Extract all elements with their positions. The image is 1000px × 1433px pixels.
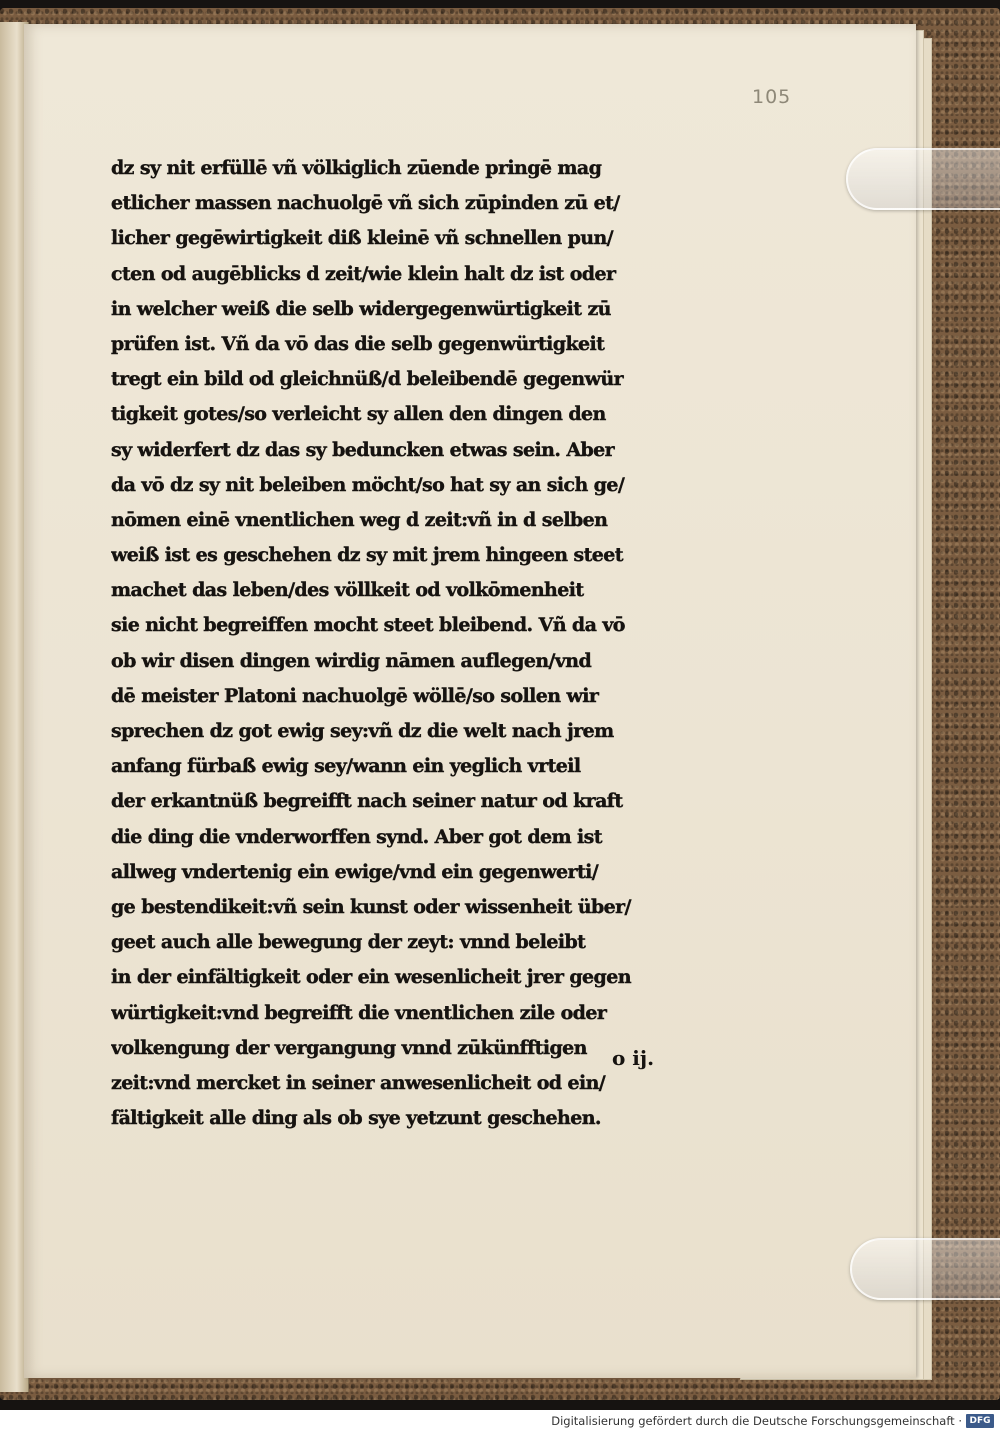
page-clip-bottom — [850, 1238, 1000, 1300]
text-line: tregt ein bild od gleichnüß/d beleibendē gegenwür — [111, 368, 623, 391]
text-line: in welcher weiß die selb widergegenwürtigkeit zū — [111, 297, 611, 320]
text-line: sie nicht begreiffen mocht steet bleibend. Vñ da vō — [111, 614, 625, 637]
text-line: prüfen ist. Vñ da vō das die selb gegenwürtigkeit — [111, 332, 605, 355]
text-line: da vō dz sy nit beleiben möcht/so hat sy an sich ge/ — [111, 473, 625, 496]
text-line: der erkantnüß begreifft nach seiner natur od kraft — [111, 790, 623, 813]
text-line: dē meister Platoni nachuolgē wöllē/so sollen wir — [111, 684, 599, 707]
text-line: sprechen dz got ewig sey:vñ dz die welt nach jrem — [111, 720, 614, 742]
text-line: weiß ist es geschehen dz sy mit jrem hingeen steet — [111, 544, 623, 567]
footer-bar — [0, 1410, 1000, 1433]
text-line: etlicher massen nachuolgē vñ sich zūpinden zū et/ — [111, 192, 620, 215]
text-line: in der einfältigkeit oder ein wesenlicheit jrer gegen — [111, 966, 631, 989]
folio-number: 105 — [752, 86, 792, 108]
text-line: fältigkeit alle ding als ob sye yetzunt geschehen. — [111, 1107, 601, 1130]
text-line: ob wir disen dingen wirdig nāmen auflegen/vnd — [111, 649, 592, 672]
page-clip-top — [846, 148, 1000, 210]
text-line: sy widerfert dz das sy beduncken etwas sein. Aber — [111, 438, 615, 461]
text-line: tigkeit gotes/so verleicht sy allen den dingen den — [111, 403, 606, 426]
text-line: allweg vndertenig ein ewige/vnd ein gegenwerti/ — [111, 860, 599, 883]
text-line: licher gegēwirtigkeit diß kleinē vñ schnellen pun/ — [111, 227, 614, 250]
text-line: machet das leben/des völlkeit od volkōmenheit — [111, 579, 584, 602]
text-line: ge bestendikeit:vñ sein kunst oder wissenheit über/ — [111, 895, 631, 918]
text-line: cten od augēblicks d zeit/wie klein halt dz ist oder — [111, 262, 616, 285]
body-text — [111, 151, 691, 1136]
text-line: geet auch alle bewegung der zeyt: vnnd beleibt — [111, 931, 586, 954]
signature-mark: o ij. — [612, 1046, 655, 1070]
text-line: dz sy nit erfüllē vñ völkiglich zūende pringē mag — [111, 157, 602, 179]
text-line: nōmen einē vnentlichen weg d zeit:vñ in d selben — [111, 508, 608, 531]
text-line: anfang fürbaß ewig sey/wann ein yeglich vrteil — [111, 755, 581, 778]
dfg-logo: DFG — [966, 1414, 994, 1428]
text-line: würtigkeit:vnd begreifft die vnentlichen zile oder — [111, 1001, 607, 1024]
text-line: die ding die vnderworffen synd. Aber got dem ist — [111, 825, 602, 848]
footer-credit: Digitalisierung gefördert durch die Deutsche Forschungsgemeinschaft · — [551, 1414, 962, 1428]
text-line: zeit:vnd mercket in seiner anwesenlicheit od ein/ — [111, 1071, 606, 1094]
text-line: volkengung der vergangung vnnd zūkünfftigen — [111, 1036, 587, 1059]
